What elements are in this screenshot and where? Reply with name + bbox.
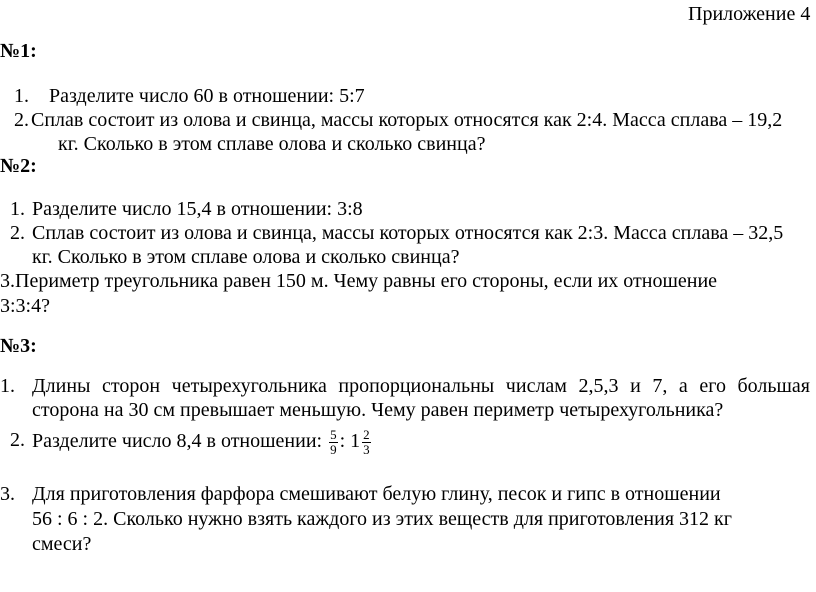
s2-item3-line2: 3:3:4? [0,295,50,317]
frac1-numerator: 5 [330,427,337,442]
section1-heading: №1: [0,40,37,62]
s3-item2-text: Разделите число 8,4 в отношении: [32,430,323,453]
s2-item1-num: 1. [10,198,25,220]
frac2-numerator: 2 [363,427,370,442]
frac2-denominator: 3 [363,442,370,457]
appendix-label: Приложение 4 [688,3,811,25]
fraction-2-3 [362,428,371,457]
ratio-separator: : 1 [339,430,361,453]
s1-item2-line1: Сплав состоит из олова и свинца, массы которых относятся как 2:4. Масса сплава – 19,2 [31,109,783,131]
frac1-denominator: 9 [330,442,337,457]
s2-item2-line1: Сплав состоит из олова и свинца, массы которых относятся как 2:3. Масса сплава – 32,5 [32,222,784,244]
s1-item2-num: 2. [14,109,29,131]
s3-item3-num: 3. [0,483,15,505]
s2-item2-num: 2. [10,222,25,244]
s1-item2-line2: кг. Сколько в этом сплаве олова и сколько свинца? [58,133,486,155]
s3-item2-line [32,428,373,457]
fraction-5-9 [329,428,338,457]
s1-item1-num: 1. [14,85,29,107]
section3-heading: №3: [0,335,37,357]
s2-item3-line1: 3.Периметр треугольника равен 150 м. Чему равны его стороны, если их отношение [0,270,718,292]
s3-item3-line1: Для приготовления фарфора смешивают белую глину, песок и гипс в отношении [32,483,721,505]
s1-item1-text: Разделите число 60 в отношении: 5:7 [49,85,365,107]
s2-item1-text: Разделите число 15,4 в отношении: 3:8 [32,198,363,220]
s3-item1-line2: сторона на 30 см превышает меньшую. Чему равен периметр четырехугольника? [32,399,724,421]
section2-heading: №2: [0,155,37,177]
s3-item3-line3: смеси? [32,533,92,555]
s3-item3-line2: 56 : 6 : 2. Сколько нужно взять каждого из этих веществ для приготовления 312 кг [32,508,732,530]
s3-item2-num: 2. [10,429,25,451]
s3-item1-line1: Длины сторон четырехугольника пропорциональны числам 2,5,3 и 7, а его большая [32,375,810,397]
s3-item1-num: 1. [0,375,15,397]
s2-item2-line2: кг. Сколько в этом сплаве олова и сколько свинца? [32,246,460,268]
